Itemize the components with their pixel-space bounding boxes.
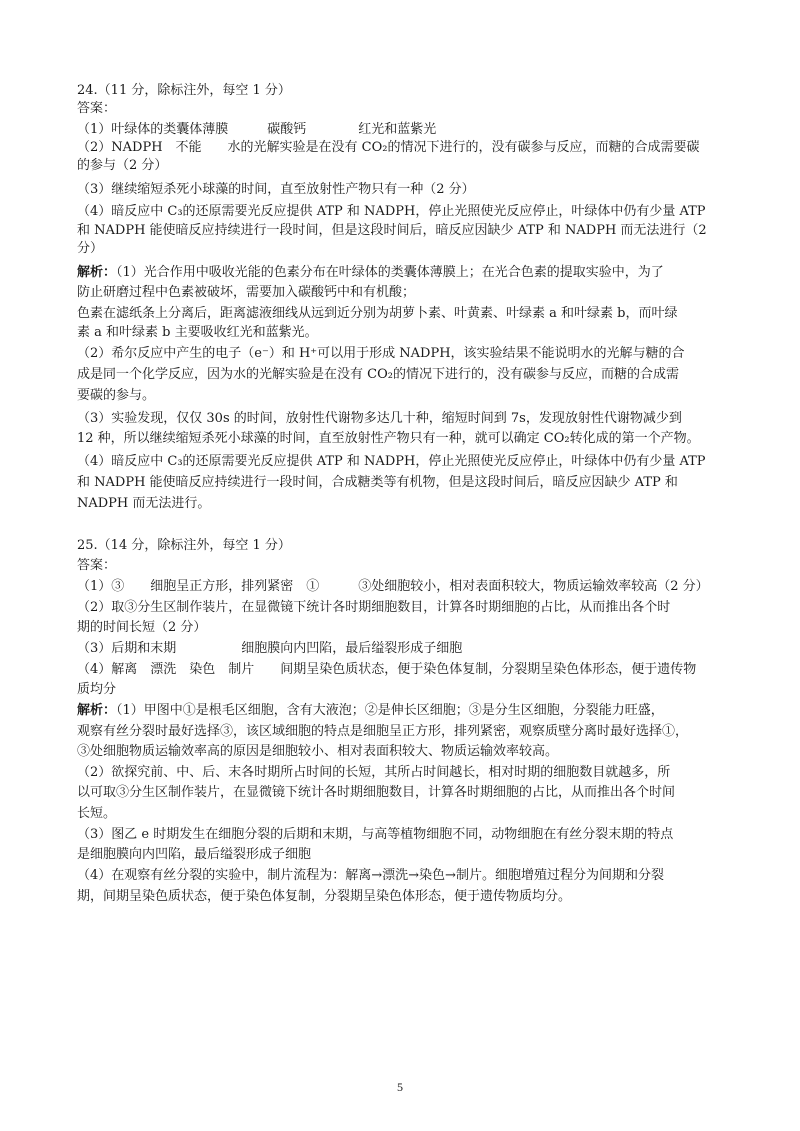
page-number: 5 [397, 1080, 403, 1094]
q24-analysis-line: （2）希尔反应中产生的电子（e⁻）和 H⁺可以用于形成 NADPH，该实验结果不能说明水的光解与糖的合 [77, 346, 685, 361]
q24-analysis-line: 12 种，所以继续缩短杀死小球藻的时间，直至放射性产物只有一种，就可以确定 CO₂转化成的第一个产物。 [77, 431, 700, 446]
q24-analysis-line: 要碳的参与。 [77, 388, 156, 403]
q24-analysis-label: 解析： [77, 265, 117, 280]
q24-header: 24.（11 分，除标注外，每空 1 分） [77, 83, 291, 98]
q25-analysis-line: 以可取③分生区制作装片，在显微镜下统计各时期细胞数目，计算各时期细胞的占比，从而推出各个时间 [77, 785, 676, 800]
q25-analysis-first-line [77, 702, 727, 720]
q24-answer-line: 的参与（2 分） [77, 158, 168, 173]
q24-analysis-line: （4）暗反应中 C₃的还原需要光反应提供 ATP 和 NADPH，停止光照使光反应停止，叶绿体中仍有少量 ATP [77, 454, 706, 469]
q25-answer-line: （2）取③分生区制作装片，在显微镜下统计各时期细胞数目，计算各时期细胞的占比，从而推出各个时 [77, 600, 671, 615]
q24-analysis-line: 和 NADPH 能使暗反应持续进行一段时间，合成糖类等有机物，但是这段时间后，暗反应因缺少 ATP 和 [77, 475, 678, 490]
q24-analysis-line: 色素在滤纸条上分离后，距离滤液细线从远到近分别为胡萝卜素、叶黄素、叶绿素 a 和叶绿素 b，而叶绿 [77, 306, 678, 321]
q24-answer-line: 和 NADPH 能使暗反应持续进行一段时间，但是这段时间后，暗反应因缺少 ATP 和 NADPH 而无法进行（2 [77, 223, 707, 238]
q24-answer-line: （3）继续缩短杀死小球藻的时间，直至放射性产物只有一种（2 分） [77, 182, 475, 197]
q25-analysis-label: 解析： [77, 703, 117, 718]
q24-analysis-text: （1）光合作用中吸收光能的色素分布在叶绿体的类囊体薄膜上；在光合色素的提取实验中，为了 [116, 265, 664, 280]
q25-answer-label: 答案： [77, 558, 117, 573]
q24-answer-line: （1）叶绿体的类囊体薄膜 碳酸钙 红光和蓝紫光 [77, 122, 437, 137]
q25-analysis-line: 观察有丝分裂时最好选择③，该区域细胞的特点是细胞呈正方形，排列紧密，观察质壁分离时最好选择①， [77, 724, 689, 739]
q24-analysis-line: NADPH 而无法进行。 [77, 496, 211, 511]
q24-analysis-line: 素 a 和叶绿素 b 主要吸收红光和蓝紫光。 [77, 325, 318, 340]
q25-analysis-text: （1）甲图中①是根毛区细胞，含有大液泡；②是伸长区细胞；③是分生区细胞，分裂能力旺盛， [116, 703, 664, 718]
q25-analysis-line: （4）在观察有丝分裂的实验中，制片流程为：解离→漂洗→染色→制片。细胞增殖过程分为间期和分裂 [77, 868, 664, 883]
q25-analysis-line: （2）欲探究前、中、后、末各时期所占时间的长短，其所占时间越长，相对时期的细胞数目就越多，所 [77, 765, 671, 780]
q24-analysis-line: （3）实验发现，仅仅 30s 的时间，放射性代谢物多达几十种，缩短时间到 7s，发现放射性代谢物减少到 [77, 411, 682, 426]
q25-answer-line: 质均分 [77, 682, 117, 697]
q25-answer-line: （3）后期和末期 细胞膜向内凹陷，最后缢裂形成子细胞 [77, 641, 463, 656]
q24-answer-line: 分） [77, 241, 104, 256]
q25-answer-line: （4）解离 漂洗 染色 制片 间期呈染色质状态，便于染色体复制，分裂期呈染色体形态，便于遗传物 [77, 662, 697, 677]
q24-answer-label: 答案： [77, 101, 117, 116]
q24-analysis-first-line [77, 264, 727, 282]
q25-analysis-line: ③处细胞物质运输效率高的原因是细胞较小、相对表面积较大、物质运输效率较高。 [77, 744, 559, 759]
q24-analysis-line: 防止研磨过程中色素被破坏，需要加入碳酸钙中和有机酸； [77, 285, 416, 300]
q25-header: 25.（14 分，除标注外，每空 1 分） [77, 538, 291, 553]
q25-answer-line: （1）③ 细胞呈正方形，排列紧密 ① ③处细胞较小，相对表面积较大，物质运输效率较高（2 分） [77, 579, 709, 594]
q24-answer-line: （2）NADPH 不能 水的光解实验是在没有 CO₂的情况下进行的，没有碳参与反应，而糖的合成需要碳 [77, 140, 700, 155]
q24-answer-line: （4）暗反应中 C₃的还原需要光反应提供 ATP 和 NADPH，停止光照使光反应停止，叶绿体中仍有少量 ATP [77, 204, 706, 219]
q25-analysis-line: 期，间期呈染色质状态，便于染色体复制，分裂期呈染色体形态，便于遗传物质均分。 [77, 889, 572, 904]
q25-analysis-line: （3）图乙 e 时期发生在细胞分裂的后期和末期，与高等植物细胞不同，动物细胞在有丝分裂末期的特点 [77, 827, 674, 842]
q25-analysis-line: 是细胞膜向内凹陷，最后缢裂形成子细胞 [77, 847, 312, 862]
q25-analysis-line: 长短。 [77, 806, 117, 821]
q25-answer-line: 期的时间长短（2 分） [77, 620, 207, 635]
q24-analysis-line: 成是同一个化学反应，因为水的光解实验是在没有 CO₂的情况下进行的，没有碳参与反应，而糖的合成需 [77, 367, 679, 382]
